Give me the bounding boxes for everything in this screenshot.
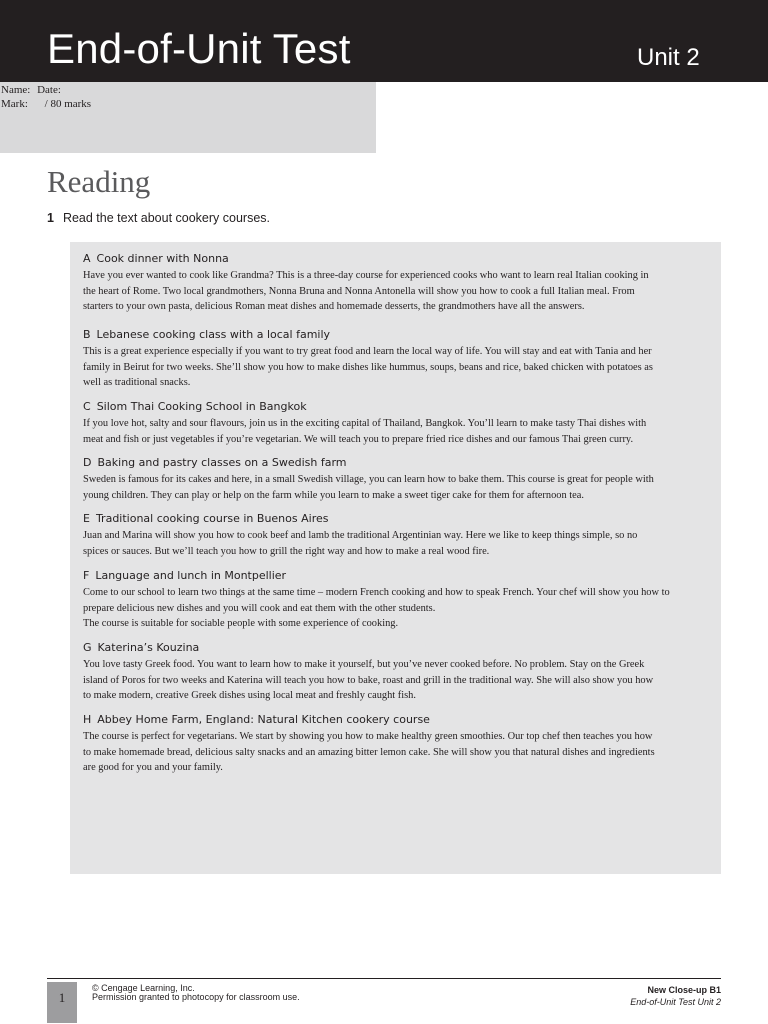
course-description-line: island of Poros for two weeks and Katerina will teach you how to bake, roast and grill in the traditional way. She will also show you how [83, 674, 654, 686]
course-description-line: to make homemade bread, delicious salty snacks and an amazing bitter lemon cake. She will show you that natural dishes and ingredients [83, 746, 655, 758]
course-letter: B [83, 328, 91, 341]
course-description [83, 416, 719, 447]
page-number-box [47, 982, 77, 1023]
course-h [83, 713, 719, 776]
date-label: Date: [37, 84, 61, 96]
question-number: 1 [47, 211, 54, 225]
course-heading [83, 252, 719, 266]
course-description-line: to make modern, creative Greek dishes using local meat and freshly caught fish. [83, 690, 416, 702]
course-description-line: Sweden is famous for its cakes and here, in a small Swedish village, you can learn how to bake them. This course is great for people with [83, 474, 654, 485]
course-heading [83, 569, 719, 583]
question-text: Read the text about cookery courses. [62, 211, 271, 225]
footer-book-info [630, 984, 721, 1008]
course-d [83, 456, 719, 503]
course-description-line: This is a great experience especially if you want to try great food and learn the local way of life. You will stay and eat with Tania and her [83, 346, 652, 357]
course-description-line: the heart of Rome. Two local grandmothers, Nonna Bruna and Nonna Antonella will show you how to cook a full Italian meal. From [83, 285, 635, 297]
course-description-line: The course is perfect for vegetarians. We start by showing you how to make healthy green smoothies. Our top chef then teaches you how [83, 731, 653, 742]
course-description-line: starters to your own pasta, delicious Roman meat dishes and homemade desserts, the grandmothers have all the answers. [83, 301, 585, 313]
course-description-line: If you love hot, salty and sour flavours, join us in the exciting capital of Thailand, Bangkok. You’ll learn to make tasty Thai dishes with [83, 418, 647, 429]
course-description [83, 344, 719, 391]
course-c [83, 400, 719, 447]
course-letter: F [83, 569, 90, 582]
course-letter: H [83, 713, 92, 726]
footer-divider [47, 978, 721, 979]
course-g [83, 641, 719, 704]
page-title: End-of-Unit Test [47, 25, 351, 72]
name-label: Name: [1, 84, 31, 96]
course-description-line: well as traditional snacks. [83, 377, 191, 389]
course-description-line: Juan and Marina will show you how to cook beef and lamb the traditional Argentinian way. Here we like to keep things simple, so no [83, 530, 638, 541]
course-title: Language and lunch in Montpellier [95, 569, 287, 582]
unit-label: Unit 2 [637, 44, 700, 71]
test-name: End-of-Unit Test Unit 2 [630, 997, 721, 1007]
course-description-line: spices or sauces. But we’ll teach you how to grill the right way and how to make a real wood fire. [83, 545, 490, 557]
course-title: Lebanese cooking class with a local family [96, 328, 331, 341]
course-description-line: Come to our school to learn two things at the same time – modern French cooking and how to speak French. Your chef will show you how to [83, 587, 670, 598]
copyright-text: © Cengage Learning, Inc. [92, 983, 195, 993]
course-heading [83, 456, 719, 470]
course-e [83, 512, 719, 559]
course-heading [83, 512, 719, 526]
marks-total: / 80 marks [44, 98, 92, 110]
course-heading [83, 328, 719, 342]
course-description [83, 657, 719, 704]
course-letter: E [83, 512, 90, 525]
course-letter: C [83, 400, 91, 413]
question-instruction [47, 212, 270, 225]
name-date-line [1, 85, 65, 96]
course-letter: D [83, 456, 92, 469]
course-title: Katerina’s Kouzina [97, 641, 200, 654]
course-description [83, 472, 719, 503]
course-title: Baking and pastry classes on a Swedish farm [97, 456, 347, 469]
course-description-line: The course is suitable for sociable people with some experience of cooking. [83, 618, 399, 630]
course-description-line: prepare delicious new dishes and you will cook and eat them with the other students. [83, 602, 436, 614]
course-title: Traditional cooking course in Buenos Aires [95, 512, 329, 525]
page-number: 1 [58, 990, 66, 1005]
course-heading [83, 713, 719, 727]
student-info-box [0, 82, 376, 153]
course-description-line: young children. They can play or help on the farm while you learn to make a sweet tiger cake for them for afternoon tea. [83, 489, 584, 501]
course-description [83, 528, 719, 559]
section-title: Reading [47, 164, 151, 199]
permission-text: Permission granted to photocopy for classroom use. [92, 992, 300, 1002]
course-description-line: are good for you and your family. [83, 762, 223, 774]
book-title: New Close-up B1 [647, 985, 721, 995]
course-heading [83, 400, 719, 414]
header-bar [0, 0, 768, 82]
copyright-notice [92, 984, 300, 1002]
course-description-line: You love tasty Greek food. You want to learn how to make it yourself, but you’ve never cooked before. No problem. Stay on the Greek [83, 659, 645, 670]
course-title: Cook dinner with Nonna [96, 252, 229, 265]
course-description-line: meat and fish or just vegetables if you’re vegetarian. We will teach you to prepare fried rice dishes and our famous Thai green curry. [83, 433, 634, 445]
course-title: Abbey Home Farm, England: Natural Kitchen cookery course [97, 713, 430, 726]
course-title: Silom Thai Cooking School in Bangkok [96, 400, 307, 413]
course-description [83, 585, 719, 632]
course-f [83, 569, 719, 632]
course-b [83, 328, 719, 391]
course-description-line: Have you ever wanted to cook like Grandma? This is a three-day course for experienced cooks who want to learn real Italian cooking in [83, 270, 649, 281]
course-description-line: family in Beirut for two weeks. She’ll show you how to make dishes like hummus, soups, beans and rice, baked chicken with potatoes as [83, 361, 653, 373]
course-description [83, 268, 719, 315]
course-letter: G [83, 641, 92, 654]
mark-label: Mark: [1, 98, 28, 110]
course-heading [83, 641, 719, 655]
course-description [83, 729, 719, 776]
mark-line [1, 99, 95, 110]
course-a [83, 252, 719, 315]
course-letter: A [83, 252, 91, 265]
